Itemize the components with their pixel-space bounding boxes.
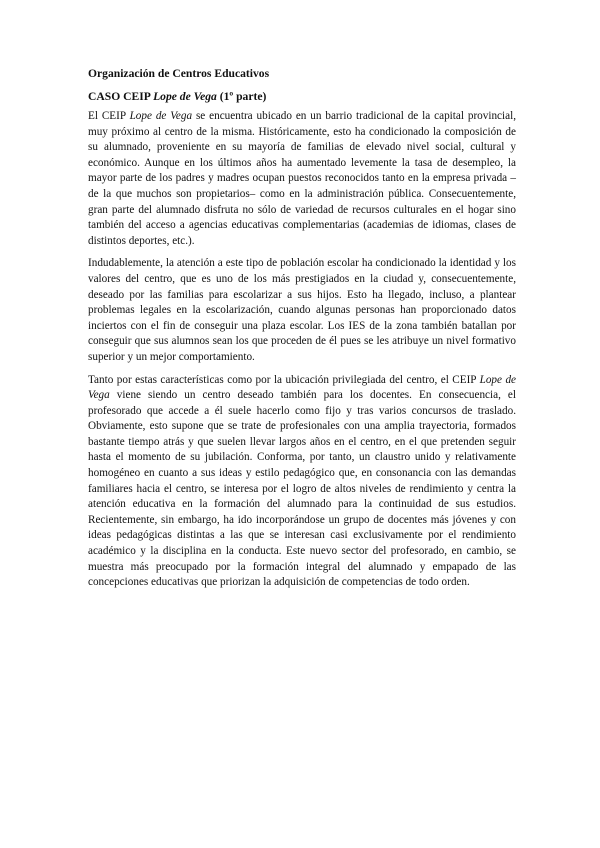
paragraph-text: Indudablemente, la atención a este tipo de población escolar ha condicionado la identidad y los valores del centro, que es uno de los más prestigiados en la ciudad y, consecuentemente, deseado por las familias para escolarizar a sus hijos. Esto ha llegado, incluso, a plantear problemas legales en la escolarización, cuando algunas personas han proporcionado datos inciertos con el fin de conseguir una plaza escolar. Los IES de la zona también batallan por conseguir que sus alumnos sean los que proceden de él pues se les atribuye un nivel formativo superior y un mejor comportamiento. [88,257,516,363]
paragraph-text: viene siendo un centro deseado también para los docentes. En consecuencia, el profesorado que accede a él suele hacerlo como fijo y tras varios concursos de traslado. Obviamente, esto supone que se trate de profesionales con una amplia trayectoria, formados bastante tiempo atrás y que suelen llevar largos años en el centro, en el que pretenden seguir hasta el momento de su jubilación. Conforma, por tanto, un claustro unido y relativamente homogéneo en cuanto a sus ideas y estilo pedagógico que, en consonancia con las demandas familiares hacia el centro, se interesa por el logro de altos niveles de rendimiento y centra la atención educativa en la formación del alumnado para la continuidad de sus estudios. Recientemente, sin embargo, ha ido incorporándose un grupo de docentes más jóvenes y con ideas pedagógicas distintas a las que se interesan casi exclusivamente por el rendimiento académico y la disciplina en la conducta. Este nuevo sector del profesorado, en cambio, se muestra más preocupado por la formación integral del alumnado y empapado de las concepciones educativas que priorizan la adquisición de competencias de todo orden. [88,389,516,589]
paragraph-text: El CEIP [88,110,130,122]
case-title-school: Lope de Vega [153,90,217,103]
case-title-prefix: CASO CEIP [88,90,154,103]
paragraph-school-name: Lope de Vega [88,373,517,402]
paragraph-text: se encuentra ubicado en un barrio tradicional de la capital provincial, muy próximo al centro de la misma. Históricamente, esto ha condicionado la composición de su alumnado, proveniente en su mayoría de familias de elevado nivel social, cultural y económico. Aunque en los últimos años ha aumentado levemente la tasa de desempleo, la mayor parte de los padres y madres ocupan puestos reconocidos tanto en la empresa privada –de la que muchos son propietarios– como en la administración pública. Consecuentemente, gran parte del alumnado disfruta no sólo de variedad de recursos culturales en el hogar sino también del acceso a agencias educativas complementarias (academias de idiomas, clases de distintos deportes, etc.). [88,110,516,247]
paragraph-2 [88,256,516,365]
case-title-suffix: (1º parte) [216,90,267,103]
paragraph-3 [88,373,516,591]
document-page [88,66,516,598]
paragraph-school-name: Lope de Vega [129,110,193,122]
document-heading: Organización de Centros Educativos [88,67,270,80]
paragraph-text: Tanto por estas características como por la ubicación privilegiada del centro, el CEIP [88,373,480,386]
paragraph-1 [88,109,516,249]
case-title [88,89,516,105]
